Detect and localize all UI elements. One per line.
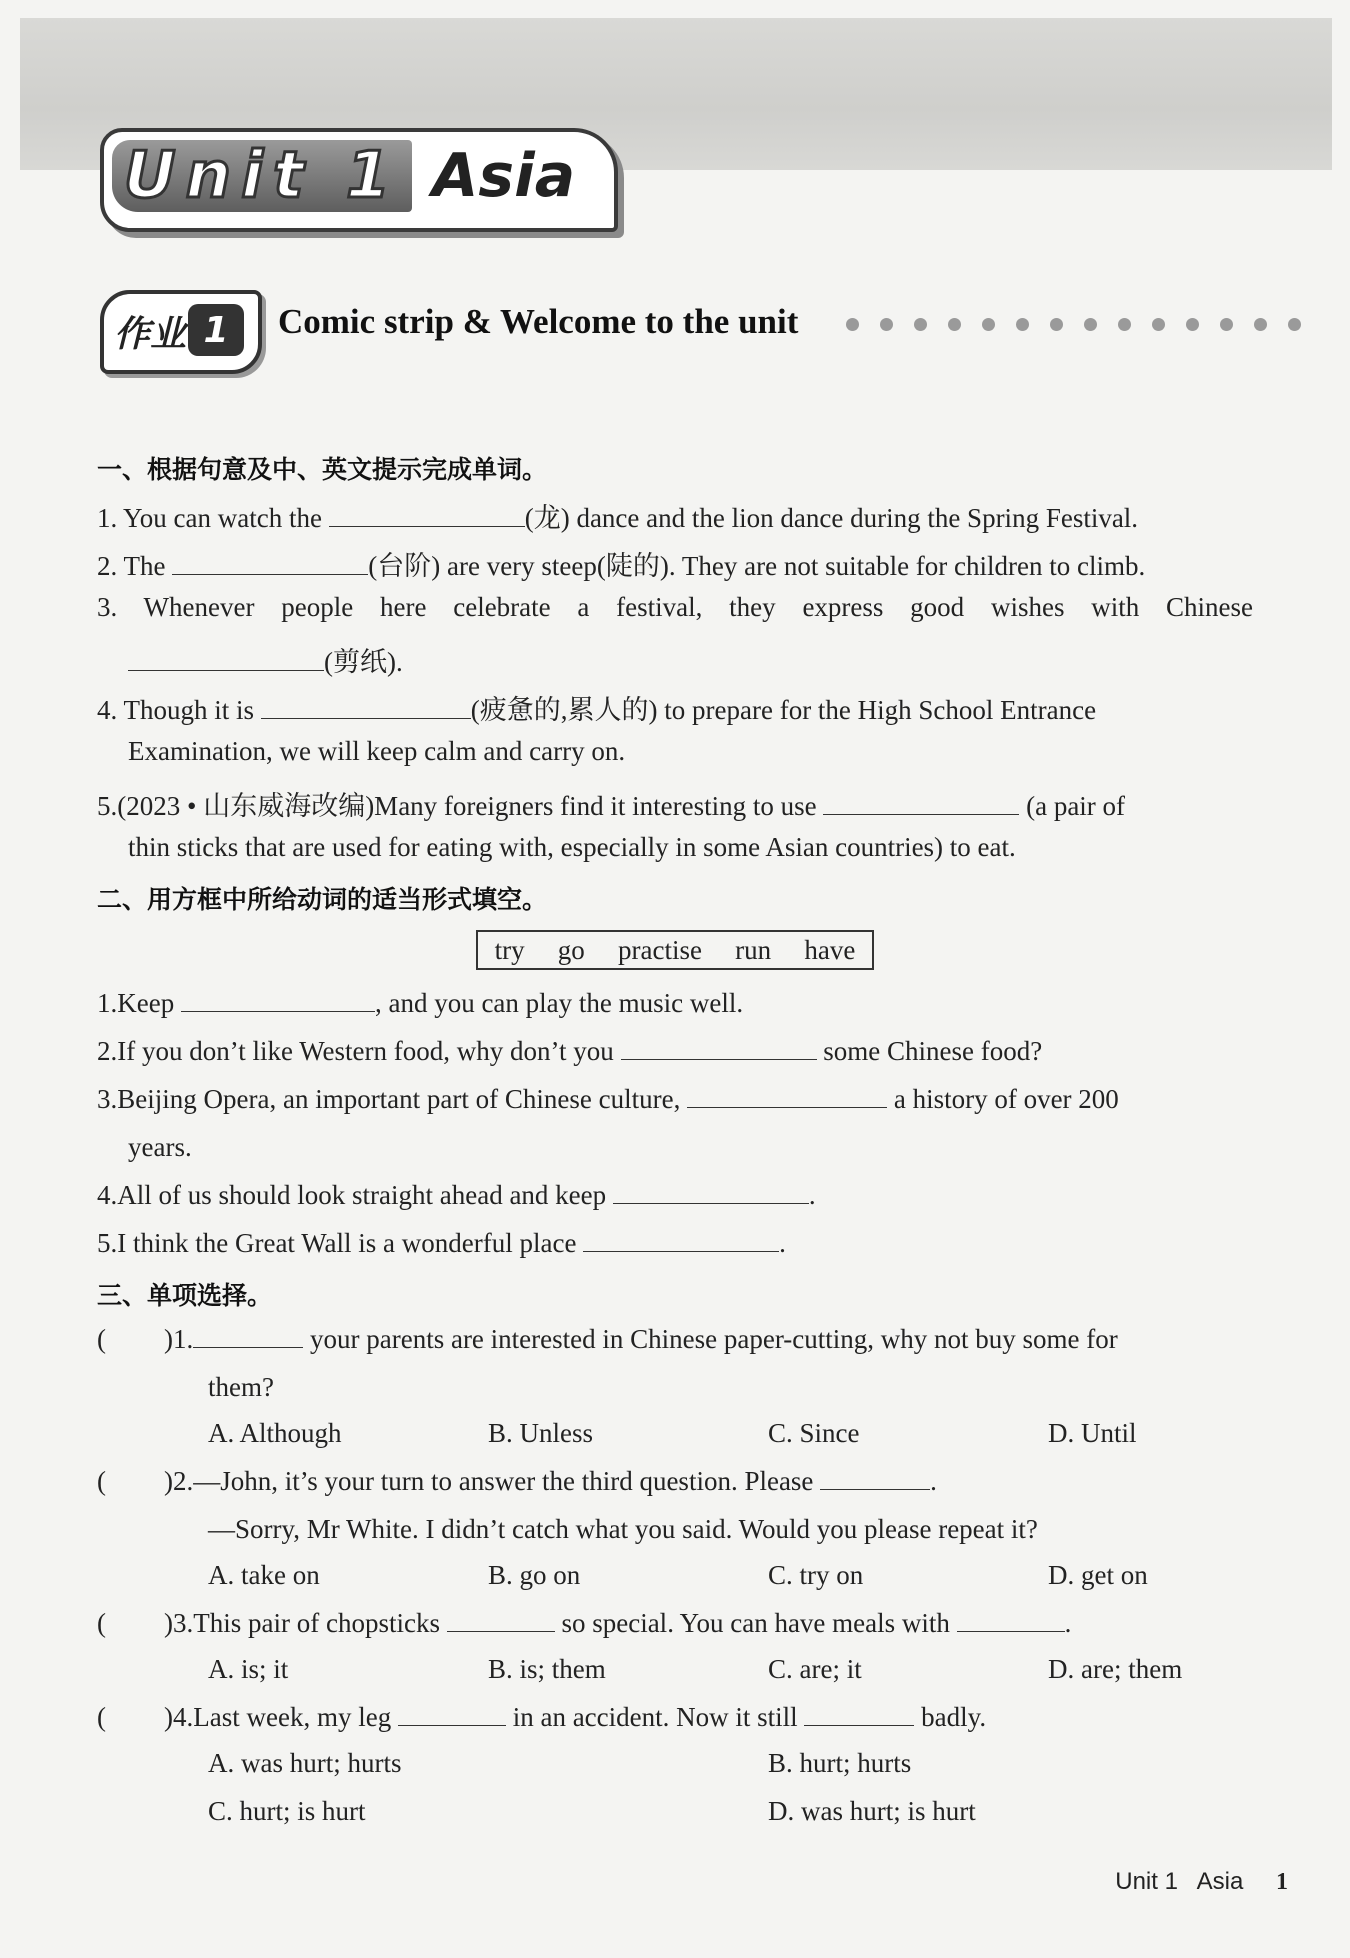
answer-blank[interactable]: [261, 696, 471, 719]
option-c[interactable]: C. try on: [768, 1560, 864, 1590]
question-3-2-cont: —Sorry, Mr White. I didn’t catch what you said. Would you please repeat it?: [208, 1514, 1038, 1544]
question-1-3-cont: (剪纸).: [128, 640, 403, 679]
question-1-2: 2. The (台阶) are very steep(陡的). They are not suitable for children to climb.: [97, 551, 1146, 581]
question-2-1: 1.Keep , and you can play the music well.: [97, 988, 744, 1018]
word-box-item: practise: [618, 934, 702, 965]
answer-blank[interactable]: [172, 552, 368, 575]
question-1-4-cont: Examination, we will keep calm and carry on.: [128, 736, 626, 766]
option-b[interactable]: B. Unless: [488, 1418, 594, 1448]
word-box: [476, 930, 874, 970]
decorative-dots: [846, 318, 1301, 331]
page-number: 1: [1276, 1869, 1288, 1895]
section-heading-1: 一、根据句意及中、英文提示完成单词。: [97, 455, 548, 484]
question-3-1: )1. your parents are interested in Chinese paper-cutting, why not buy some for: [164, 1324, 1118, 1354]
word-box-item: have: [804, 934, 856, 965]
question-1-4: 4. Though it is (疲惫的,累人的) to prepare for the High School Entrance: [97, 695, 1097, 725]
question-3-1-cont: them?: [208, 1372, 274, 1402]
unit-label-plate: [112, 140, 412, 212]
question-2-2: 2.If you don’t like Western food, why don’t you some Chinese food?: [97, 1036, 1043, 1066]
homework-label: 作业: [114, 314, 187, 355]
question-2-3-cont: years.: [128, 1132, 192, 1162]
answer-blank[interactable]: [957, 1609, 1065, 1632]
question-3-4: )4.Last week, my leg in an accident. Now it still badly.: [164, 1702, 987, 1732]
question-2-3: 3.Beijing Opera, an important part of Chinese culture, a history of over 200: [97, 1084, 1119, 1114]
answer-blank[interactable]: [621, 1037, 817, 1060]
question-1-3: 3. Whenever people here celebrate a festival, they express good wishes with Chinese: [97, 592, 1254, 622]
word-box-item: try: [494, 934, 525, 965]
question-2-5: 5.I think the Great Wall is a wonderful place .: [97, 1228, 786, 1258]
option-c[interactable]: C. hurt; is hurt: [208, 1796, 366, 1826]
option-d[interactable]: D. was hurt; is hurt: [768, 1796, 976, 1826]
option-a[interactable]: A. is; it: [208, 1654, 289, 1684]
section-heading-3: 三、单项选择。: [97, 1281, 273, 1310]
answer-blank[interactable]: [193, 1325, 303, 1348]
word-box-item: run: [735, 934, 772, 965]
option-c[interactable]: C. are; it: [768, 1654, 862, 1684]
choice-paren[interactable]: (: [97, 1608, 106, 1638]
question-1-5: 5.(2023 • 山东威海改编)Many foreigners find it interesting to use (a pair of: [97, 791, 1126, 821]
answer-blank[interactable]: [823, 792, 1019, 815]
option-a[interactable]: A. take on: [208, 1560, 320, 1590]
homework-number: 1: [188, 304, 244, 356]
option-a[interactable]: A. was hurt; hurts: [208, 1748, 402, 1778]
answer-blank[interactable]: [687, 1085, 887, 1108]
unit-title: Asia: [432, 141, 576, 211]
unit-label: Unit 1: [123, 139, 401, 213]
answer-blank[interactable]: [613, 1181, 809, 1204]
lesson-title: Comic strip & Welcome to the unit: [278, 302, 799, 341]
answer-blank[interactable]: [583, 1229, 779, 1252]
answer-blank[interactable]: [329, 504, 525, 527]
choice-paren[interactable]: (: [97, 1702, 106, 1732]
option-d[interactable]: D. Until: [1048, 1418, 1137, 1448]
question-3-2: )2.—John, it’s your turn to answer the third question. Please .: [164, 1466, 937, 1496]
option-b[interactable]: B. hurt; hurts: [768, 1748, 912, 1778]
answer-blank[interactable]: [447, 1609, 555, 1632]
homework-badge: [100, 290, 262, 374]
answer-blank[interactable]: [820, 1467, 930, 1490]
question-1-5-cont: thin sticks that are used for eating with, especially in some Asian countries) to eat.: [128, 832, 1016, 862]
footer-title: Asia: [1196, 1868, 1244, 1895]
option-d[interactable]: D. are; them: [1048, 1654, 1183, 1684]
option-b[interactable]: B. go on: [488, 1560, 581, 1590]
option-a[interactable]: A. Although: [208, 1418, 342, 1448]
choice-paren[interactable]: (: [97, 1324, 106, 1354]
answer-blank[interactable]: [128, 648, 324, 671]
answer-blank[interactable]: [398, 1703, 506, 1726]
section-heading-2: 二、用方框中所给动词的适当形式填空。: [97, 885, 548, 914]
question-3-3: )3.This pair of chopsticks so special. You can have meals with .: [164, 1608, 1072, 1638]
unit-title-plate: [432, 138, 575, 214]
word-box-item: go: [557, 934, 585, 965]
unit-banner: [100, 128, 618, 232]
question-1-1: 1. You can watch the (龙) dance and the lion dance during the Spring Festival.: [97, 503, 1139, 533]
page-footer: [1115, 1868, 1288, 1896]
answer-blank[interactable]: [804, 1703, 914, 1726]
answer-blank[interactable]: [181, 989, 375, 1012]
option-c[interactable]: C. Since: [768, 1418, 860, 1448]
option-d[interactable]: D. get on: [1048, 1560, 1148, 1590]
question-2-4: 4.All of us should look straight ahead and keep .: [97, 1180, 816, 1210]
option-b[interactable]: B. is; them: [488, 1654, 606, 1684]
footer-unit: Unit 1: [1115, 1868, 1178, 1895]
choice-paren[interactable]: (: [97, 1466, 106, 1496]
